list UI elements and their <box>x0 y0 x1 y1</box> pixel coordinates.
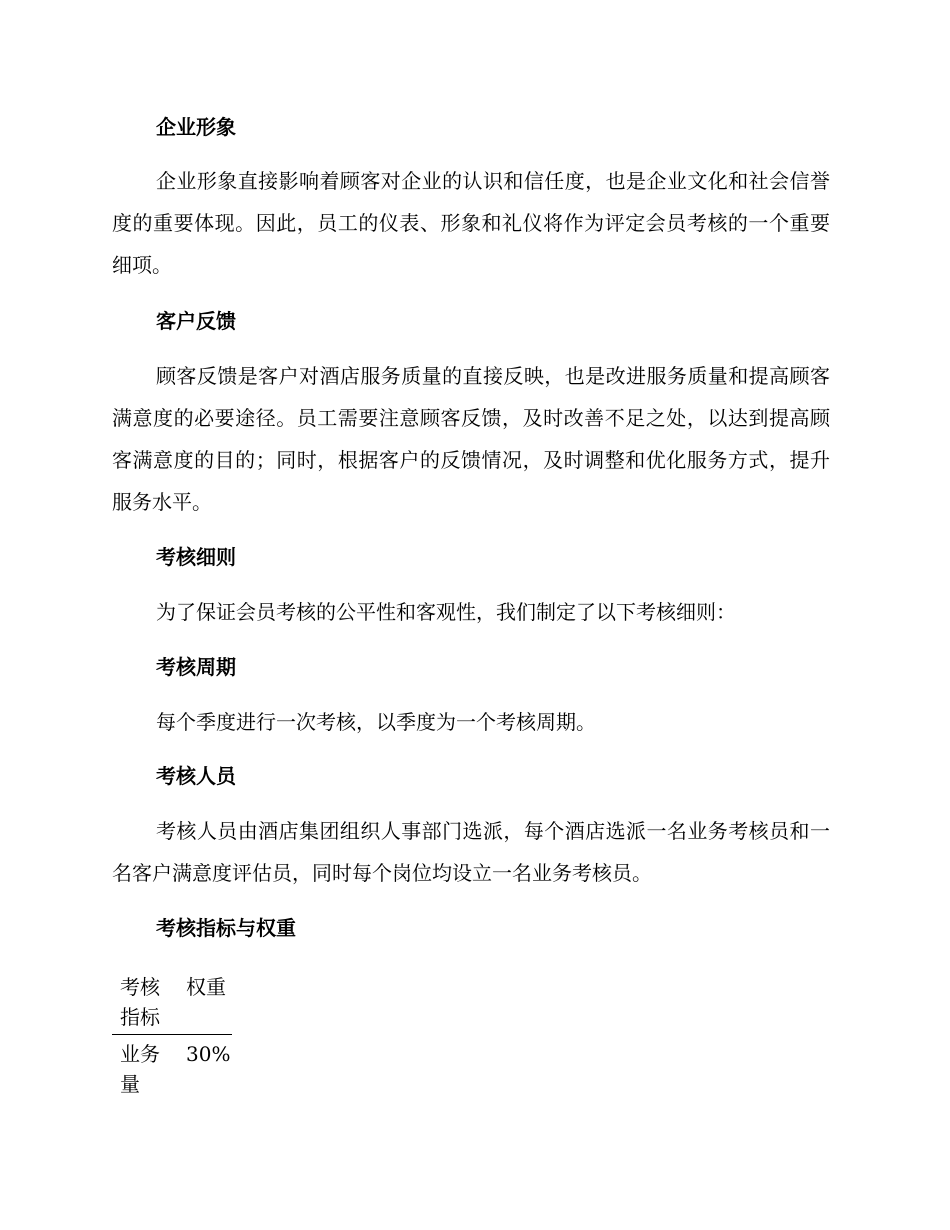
section-heading-corporate-image: 企业形象 <box>156 115 236 139</box>
section-heading-assessment-cycle: 考核周期 <box>156 655 236 679</box>
paragraph-assessment-rules: 为了保证会员考核的公平性和客观性，我们制定了以下考核细则： <box>156 600 736 624</box>
table-row <box>112 1035 232 1099</box>
paragraph-assessors: 考核人员由酒店集团组织人事部门选派，每个酒店选派一名业务考核员和一名客户满意度评估员，同时每个岗位均设立一名业务考核员。 <box>112 819 830 885</box>
table-header-indicator: 考核指标 <box>120 975 160 1029</box>
paragraph-assessment-cycle: 每个季度进行一次考核，以季度为一个考核周期。 <box>156 710 596 734</box>
section-heading-customer-feedback: 客户反馈 <box>156 309 236 333</box>
paragraph-corporate-image: 企业形象直接影响着顾客对企业的认识和信任度，也是企业文化和社会信誉度的重要体现。因此，员工的仪表、形象和礼仪将作为评定会员考核的一个重要细项。 <box>112 169 830 277</box>
section-heading-assessment-rules: 考核细则 <box>156 545 236 569</box>
section-heading-indicators-weights: 考核指标与权重 <box>156 916 296 940</box>
table-cell-indicator: 业务量 <box>120 1042 160 1096</box>
indicators-table <box>112 972 232 1099</box>
table-header-weight: 权重 <box>186 975 226 999</box>
section-heading-assessors: 考核人员 <box>156 764 236 788</box>
table-cell-weight: 30% <box>186 1042 231 1066</box>
table-header-row <box>112 972 232 1035</box>
paragraph-customer-feedback: 顾客反馈是客户对酒店服务质量的直接反映，也是改进服务质量和提高顾客满意度的必要途径。员工需要注意顾客反馈，及时改善不足之处，以达到提高顾客满意度的目的；同时，根据客户的反馈情况，及时调整和优化服务方式，提升服务水平。 <box>112 364 830 514</box>
